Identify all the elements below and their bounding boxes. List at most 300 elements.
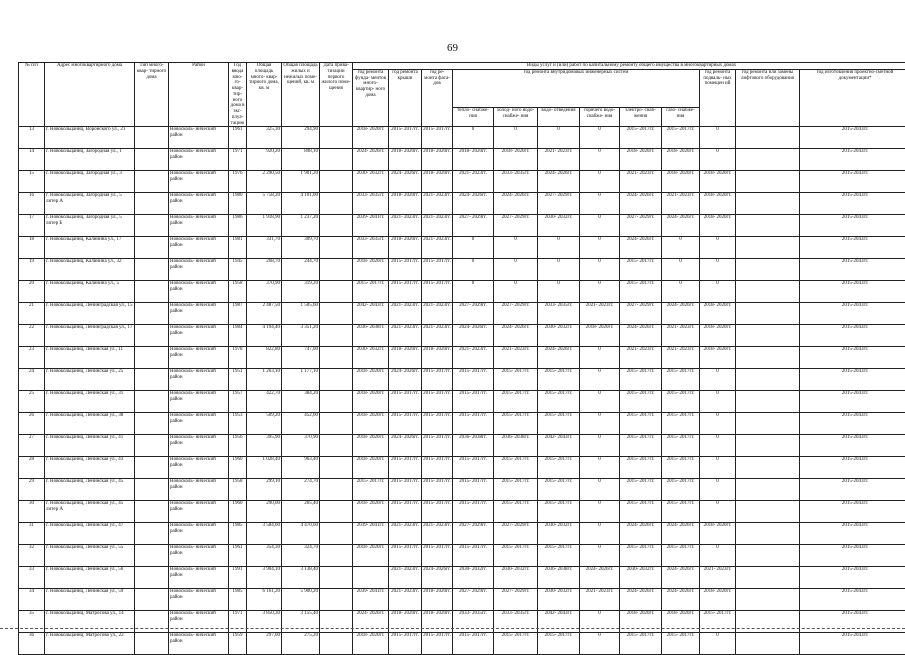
cold-water-year-cell: 2024- 2026гг. [494, 193, 538, 215]
year-built-cell: 1951 [229, 369, 247, 391]
year-built-cell: 1958 [229, 479, 247, 501]
residential-area-cell: 1 177,10 [282, 369, 320, 391]
row-number: 13 [19, 127, 45, 149]
residential-area-cell: 5 900,20 [282, 589, 320, 611]
district-cell: Новосколь- нический район [169, 369, 229, 391]
heat-year-cell: 2030- 2032гг. [453, 567, 494, 589]
table-row [19, 369, 905, 391]
privatization-date-cell [320, 347, 353, 369]
electric-year-cell: 2027- 2029гг. [620, 303, 662, 325]
hot-water-year-cell: 2021- 2023гг. [580, 303, 620, 325]
house-type-cell [135, 171, 169, 193]
sewer-year-cell: 2024- 2026гг. [538, 347, 580, 369]
year-built-cell: 1959 [229, 633, 247, 655]
col-district-header: Район [169, 63, 229, 127]
total-area-cell: 422,70 [247, 391, 282, 413]
house-type-cell [135, 149, 169, 171]
gas-year-cell: 2015- 2017гг. [662, 545, 700, 567]
total-area-cell: 6 161,20 [247, 589, 282, 611]
privatization-date-cell [320, 457, 353, 479]
sewer-year-cell: 2042- 2043гг. [538, 435, 580, 457]
lift-year-cell [736, 149, 800, 171]
address-cell: г. Новокольцаниц, Матросова ул., 22 [45, 633, 135, 655]
facade-year-cell: 2015- 2017гг. [422, 435, 453, 457]
residential-area-cell: 452,00 [282, 413, 320, 435]
facade-year-cell: 2021- 2023гг. [422, 325, 453, 347]
address-cell: г. Новокольцаниц, Загородная ул., 1 [45, 149, 135, 171]
electric-year-cell: 2015- 2017гг. [620, 369, 662, 391]
electric-year-cell: 2015- 2017гг. [620, 391, 662, 413]
district-cell: Новосколь- нический район [169, 501, 229, 523]
foundation-year-cell: 2033- 2035гг. [353, 193, 389, 215]
year-built-cell: 1976 [229, 171, 247, 193]
address-cell: г. Новокольцаниц, Ленинская ул., 38 [45, 413, 135, 435]
foundation-year-cell: 2018- 2020гг. [353, 501, 389, 523]
house-type-cell [135, 479, 169, 501]
total-area-cell: 354,30 [247, 545, 282, 567]
house-type-cell [135, 435, 169, 457]
sewer-year-cell: 2030- 2032гг. [538, 325, 580, 347]
cold-water-year-cell: 2024- 2026гг. [494, 325, 538, 347]
hot-water-year-cell: 0 [580, 193, 620, 215]
hot-water-year-cell: 0 [580, 523, 620, 545]
lift-year-cell [736, 237, 800, 259]
lift-year-cell [736, 325, 800, 347]
row-number: 35 [19, 611, 45, 633]
sewer-year-cell: 2030- 2032гг. [538, 215, 580, 237]
total-area-cell: 822,80 [247, 347, 282, 369]
lift-year-cell [736, 369, 800, 391]
electric-year-cell: 2024- 2026гг. [620, 325, 662, 347]
lift-year-cell [736, 347, 800, 369]
privatization-date-cell [320, 545, 353, 567]
row-number: 33 [19, 567, 45, 589]
privatization-date-cell [320, 303, 353, 325]
basement-year-cell: 0 [700, 281, 736, 303]
total-area-cell: 290,00 [247, 501, 282, 523]
facade-year-cell: 2015- 2017гг. [422, 633, 453, 655]
basement-year-cell: 0 [700, 501, 736, 523]
hot-water-year-cell: 0 [580, 369, 620, 391]
year-built-cell: 1980 [229, 193, 247, 215]
lift-year-cell [736, 567, 800, 589]
house-type-cell [135, 281, 169, 303]
address-cell: г. Новокольцаниц, Загородная ул., 5 литер А [45, 193, 135, 215]
basement-year-cell: 2018- 2020гг. [700, 347, 736, 369]
foundation-year-cell: 2018- 2020гг. [353, 435, 389, 457]
district-cell: Новосколь- нический район [169, 413, 229, 435]
col-privatization-header: Дата прива- тизации первого жилого поме- щения [320, 63, 353, 127]
sewer-year-cell: 2030- 2032гг. [538, 589, 580, 611]
docs-year-cell: 2015-2043гг. [800, 281, 905, 303]
sewer-year-cell: 2024- 2026гг. [538, 171, 580, 193]
page-number: 69 [0, 42, 905, 54]
house-type-cell [135, 215, 169, 237]
lift-year-cell [736, 281, 800, 303]
row-number: 21 [19, 303, 45, 325]
facade-year-cell: 2015- 2017гг. [422, 413, 453, 435]
hot-water-year-cell: 0 [580, 149, 620, 171]
col-heat-header: тепло- снабже- ния [453, 107, 494, 126]
hot-water-year-cell: 2021- 2023гг. [580, 589, 620, 611]
facade-year-cell: 2015- 2017гг. [422, 127, 453, 149]
hot-water-year-cell: 0 [580, 435, 620, 457]
total-area-cell: 3 584,60 [247, 523, 282, 545]
docs-year-cell: 2015-2043гг. [800, 435, 905, 457]
foundation-year-cell [353, 567, 389, 589]
heat-year-cell: 2015- 2017гг. [453, 391, 494, 413]
district-cell: Новосколь- нический район [169, 325, 229, 347]
cold-water-year-cell: 2015- 2017гг. [494, 457, 538, 479]
table-row [19, 193, 905, 215]
total-area-cell: 325,30 [247, 127, 282, 149]
district-cell: Новосколь- нический район [169, 259, 229, 281]
hot-water-year-cell: 0 [580, 413, 620, 435]
row-number: 22 [19, 325, 45, 347]
electric-year-cell: 2027- 2029гг. [620, 215, 662, 237]
hot-water-year-cell: 0 [580, 237, 620, 259]
house-type-cell [135, 237, 169, 259]
cold-water-year-cell: 0 [494, 259, 538, 281]
foundation-year-cell: 2024- 2026гг. [353, 149, 389, 171]
docs-year-cell: 2015-2043гг. [800, 193, 905, 215]
facade-year-cell: 2015- 2017гг. [422, 369, 453, 391]
roof-year-cell: 2015- 2017гг. [389, 545, 422, 567]
gas-year-cell: 2015- 2017гг. [662, 435, 700, 457]
district-cell: Новосколь- нический район [169, 127, 229, 149]
roof-year-cell: 2015- 2017гг. [389, 479, 422, 501]
year-built-cell: 1984 [229, 325, 247, 347]
facade-year-cell: 2015- 2017гг. [422, 281, 453, 303]
address-cell: г. Новокольцаниц, Калинина ул., 32 [45, 259, 135, 281]
foundation-year-cell: 2039- 2041гг. [353, 523, 389, 545]
address-cell: г. Новокольцаниц, Загородная ул., 5 литер Б [45, 215, 135, 237]
year-built-cell: 1985 [229, 589, 247, 611]
basement-year-cell: 0 [700, 545, 736, 567]
house-type-cell [135, 413, 169, 435]
year-built-cell: 1960 [229, 501, 247, 523]
electric-year-cell: 2018- 2020гг. [620, 149, 662, 171]
roof-year-cell: 2015- 2017гг. [389, 281, 422, 303]
gas-year-cell: 2018- 2020гг. [662, 171, 700, 193]
basement-year-cell: 2018- 2020гг. [700, 215, 736, 237]
foundation-year-cell: 2018- 2020гг. [353, 457, 389, 479]
year-built-cell: 1971 [229, 149, 247, 171]
table-row [19, 281, 905, 303]
gas-year-cell: 2024- 2026гг. [662, 589, 700, 611]
row-number: 32 [19, 545, 45, 567]
sewer-year-cell: 0 [538, 127, 580, 149]
residential-area-cell: 324,70 [282, 545, 320, 567]
lift-year-cell [736, 457, 800, 479]
cold-water-year-cell: 2015- 2017гг. [494, 391, 538, 413]
col-address-header: Адрес многоквартирного дома [45, 63, 135, 127]
electric-year-cell: 2021- 2023гг. [620, 347, 662, 369]
cold-water-year-cell: 2033- 2035гг. [494, 171, 538, 193]
table-row [19, 215, 905, 237]
table-row [19, 413, 905, 435]
house-type-cell [135, 589, 169, 611]
year-built-cell: 1956 [229, 435, 247, 457]
roof-year-cell: 2018- 2020гг. [389, 149, 422, 171]
docs-year-cell: 2015-2043гг. [800, 303, 905, 325]
privatization-date-cell [320, 479, 353, 501]
roof-year-cell: 2021- 2023гг. [389, 523, 422, 545]
foundation-year-cell: 2018- 2020гг. [353, 413, 389, 435]
facade-year-cell: 2015- 2017гг. [422, 391, 453, 413]
row-number: 34 [19, 589, 45, 611]
cold-water-year-cell: 0 [494, 237, 538, 259]
heat-year-cell: 2018- 2020гг. [453, 149, 494, 171]
residential-area-cell: 3 138,40 [282, 567, 320, 589]
privatization-date-cell [320, 325, 353, 347]
gas-year-cell: 2015- 2017гг. [662, 369, 700, 391]
table-row [19, 347, 905, 369]
gas-year-cell: 2015- 2017гг. [662, 633, 700, 655]
privatization-date-cell [320, 413, 353, 435]
heat-year-cell: 2027- 2029гг. [453, 215, 494, 237]
privatization-date-cell [320, 369, 353, 391]
house-type-cell [135, 391, 169, 413]
hot-water-year-cell: 0 [580, 281, 620, 303]
district-cell: Новосколь- нический район [169, 589, 229, 611]
sewer-year-cell: 0 [538, 281, 580, 303]
cold-water-year-cell: 2015- 2017гг. [494, 501, 538, 523]
year-built-cell: 1960 [229, 457, 247, 479]
heat-year-cell: 0 [453, 237, 494, 259]
address-cell: г. Новокольцаниц, Ленинская ул., 31 [45, 391, 135, 413]
gas-year-cell: 2015- 2017гг. [662, 127, 700, 149]
table-row [19, 435, 905, 457]
lift-year-cell [736, 127, 800, 149]
hot-water-year-cell: 0 [580, 259, 620, 281]
table-row [19, 501, 905, 523]
table-row [19, 391, 905, 413]
hot-water-year-cell: 0 [580, 171, 620, 193]
roof-year-cell: 2021- 2023гг. [389, 215, 422, 237]
col-roof-header: год ремонта крыши [389, 69, 422, 127]
year-built-cell: 1961 [229, 545, 247, 567]
electric-year-cell: 2015- 2017гг. [620, 633, 662, 655]
residential-area-cell: 963,40 [282, 457, 320, 479]
privatization-date-cell [320, 589, 353, 611]
hot-water-year-cell: 2018- 2020гг. [580, 325, 620, 347]
lift-year-cell [736, 633, 800, 655]
hot-water-year-cell: 0 [580, 545, 620, 567]
lift-year-cell [736, 435, 800, 457]
cold-water-year-cell: 2015- 2017гг. [494, 413, 538, 435]
gas-year-cell: 2024- 2026гг. [662, 215, 700, 237]
cold-water-year-cell: 2015- 2017гг. [494, 545, 538, 567]
gas-year-cell: 0 [662, 237, 700, 259]
electric-year-cell: 2015- 2017гг. [620, 127, 662, 149]
facade-year-cell: 2024- 2026гг. [422, 567, 453, 589]
privatization-date-cell [320, 259, 353, 281]
page-bottom-edge [0, 628, 905, 629]
cold-water-year-cell: 2015- 2017гг. [494, 633, 538, 655]
district-cell: Новосколь- нический район [169, 633, 229, 655]
docs-year-cell: 2015-2043гг. [800, 237, 905, 259]
district-cell: Новосколь- нический район [169, 523, 229, 545]
privatization-date-cell [320, 523, 353, 545]
heat-year-cell: 2033- 2035гг. [453, 611, 494, 633]
district-cell: Новосколь- нический район [169, 435, 229, 457]
year-built-cell: 1978 [229, 347, 247, 369]
basement-year-cell: 2018- 2020гг. [700, 523, 736, 545]
residential-area-cell: 1 505,60 [282, 303, 320, 325]
house-type-cell [135, 523, 169, 545]
row-number: 15 [19, 171, 45, 193]
address-cell: г. Новокольцаниц, Ленинградская ул., 15 [45, 303, 135, 325]
total-area-cell: 5 758,20 [247, 193, 282, 215]
cold-water-year-cell: 0 [494, 127, 538, 149]
col-type-header: Тип много- квар- тирного дома [135, 63, 169, 127]
gas-year-cell: 2015- 2017гг. [662, 457, 700, 479]
row-number: 31 [19, 523, 45, 545]
heat-year-cell: 2015- 2017гг. [453, 369, 494, 391]
basement-year-cell: 0 [700, 391, 736, 413]
facade-year-cell: 2021- 2023гг. [422, 303, 453, 325]
basement-year-cell: 2018- 2020гг. [700, 193, 736, 215]
cold-water-year-cell: 2018- 2020гг. [494, 149, 538, 171]
gas-year-cell: 2021- 2023гг. [662, 347, 700, 369]
electric-year-cell: 2015- 2017гг. [620, 479, 662, 501]
row-number: 36 [19, 633, 45, 655]
heat-year-cell: 0 [453, 127, 494, 149]
electric-year-cell: 2015- 2017гг. [620, 457, 662, 479]
sewer-year-cell: 2027- 2029гг. [538, 193, 580, 215]
cold-water-year-cell: 2021- 2023гг. [494, 347, 538, 369]
hot-water-year-cell: 0 [580, 347, 620, 369]
electric-year-cell: 2015- 2017гг. [620, 545, 662, 567]
foundation-year-cell: 2024- 2026гг. [353, 611, 389, 633]
total-area-cell: 299,10 [247, 479, 282, 501]
year-built-cell: 1961 [229, 127, 247, 149]
facade-year-cell: 2021- 2023гг. [422, 215, 453, 237]
heat-year-cell: 2015- 2017гг. [453, 545, 494, 567]
table-row [19, 259, 905, 281]
privatization-date-cell [320, 149, 353, 171]
address-cell: г. Новокольцаниц, Ленинская ул., 56 [45, 567, 135, 589]
lift-year-cell [736, 259, 800, 281]
col-lift-header: год ремонта или замены лифтового оборудования [736, 69, 800, 127]
col-num-header: № п/п [19, 63, 45, 127]
col-res-area-header: Общая площадь жилых и нежилых поме- щений, кв. м [282, 63, 320, 127]
electric-year-cell: 2015- 2017гг. [620, 501, 662, 523]
foundation-year-cell: 2018- 2020гг. [353, 259, 389, 281]
hot-water-year-cell: 0 [580, 127, 620, 149]
header-row-1 [19, 63, 905, 70]
electric-year-cell: 2015- 2017гг. [620, 413, 662, 435]
foundation-year-cell: 2036- 2038гг. [353, 325, 389, 347]
year-built-cell: 1957 [229, 391, 247, 413]
basement-year-cell: 2018- 2020гг. [700, 325, 736, 347]
residential-area-cell: 275,20 [282, 633, 320, 655]
privatization-date-cell [320, 501, 353, 523]
docs-year-cell: 2015-2043гг. [800, 391, 905, 413]
residential-area-cell: 319,20 [282, 281, 320, 303]
heat-year-cell: 2015- 2017гг. [453, 479, 494, 501]
table-row [19, 589, 905, 611]
heat-year-cell: 2021- 2023гг. [453, 347, 494, 369]
docs-year-cell: 2015-2043гг. [800, 589, 905, 611]
table-row [19, 457, 905, 479]
lift-year-cell [736, 545, 800, 567]
privatization-date-cell [320, 171, 353, 193]
roof-year-cell: 2018- 2020гг. [389, 193, 422, 215]
docs-year-cell: 2015-2043гг. [800, 523, 905, 545]
address-cell: г. Новокольцаниц, Загородная ул., 3 [45, 171, 135, 193]
gas-year-cell: 0 [662, 259, 700, 281]
sewer-year-cell: 2042- 2043гг. [538, 611, 580, 633]
col-basement-header: год ремонта подваль- ных помещен ий [700, 69, 736, 127]
roof-year-cell: 2018- 2020гг. [389, 237, 422, 259]
electric-year-cell: 2015- 2017гг. [620, 259, 662, 281]
house-type-cell [135, 127, 169, 149]
col-cold-water-header: холод- ного водо- снабже- ния [494, 107, 538, 126]
gas-year-cell: 2018- 2020гг. [662, 149, 700, 171]
year-built-cell: 1953 [229, 413, 247, 435]
docs-year-cell: 2015-2043гг. [800, 347, 905, 369]
row-number: 20 [19, 281, 45, 303]
privatization-date-cell [320, 237, 353, 259]
district-cell: Новосколь- нический район [169, 149, 229, 171]
facade-year-cell: 2015- 2017гг. [422, 457, 453, 479]
year-built-cell: 1985 [229, 523, 247, 545]
row-number: 23 [19, 347, 45, 369]
heat-year-cell: 2036- 2038гг. [453, 435, 494, 457]
sewer-year-cell: 2030- 2032гг. [538, 523, 580, 545]
gas-year-cell: 2024- 2026гг. [662, 303, 700, 325]
privatization-date-cell [320, 633, 353, 655]
lift-year-cell [736, 589, 800, 611]
basement-year-cell: 0 [700, 479, 736, 501]
facade-year-cell: 2021- 2023гг. [422, 523, 453, 545]
total-area-cell: 509,20 [247, 413, 282, 435]
roof-year-cell: 2018- 2020гг. [389, 347, 422, 369]
house-type-cell [135, 325, 169, 347]
internal-systems-header: год ремонта внутридомовых инженерных систем [453, 69, 700, 107]
foundation-year-cell: 2039- 2041гг. [353, 215, 389, 237]
district-cell: Новосколь- нический район [169, 171, 229, 193]
basement-year-cell: 0 [700, 259, 736, 281]
residential-area-cell: 1 237,20 [282, 215, 320, 237]
district-cell: Новосколь- нический район [169, 567, 229, 589]
foundation-year-cell: 2030- 2032гг. [353, 347, 389, 369]
year-built-cell: 1945 [229, 259, 247, 281]
table-body [19, 127, 905, 655]
row-number: 27 [19, 435, 45, 457]
row-number: 30 [19, 501, 45, 523]
hot-water-year-cell: 0 [580, 479, 620, 501]
cold-water-year-cell: 2015- 2017гг. [494, 369, 538, 391]
col-gas-header: газо- снабже- ния [662, 107, 700, 126]
lift-year-cell [736, 303, 800, 325]
sewer-year-cell: 2015- 2017гг. [538, 413, 580, 435]
basement-year-cell: 2018- 2020гг. [700, 171, 736, 193]
district-cell: Новосколь- нический район [169, 347, 229, 369]
heat-year-cell: 2024- 2026гг. [453, 325, 494, 347]
facade-year-cell: 2018- 2020гг. [422, 347, 453, 369]
total-area-cell: 297,00 [247, 633, 282, 655]
docs-year-cell: 2015-2043гг. [800, 633, 905, 655]
sewer-year-cell: 2015- 2017гг. [538, 545, 580, 567]
hot-water-year-cell: 0 [580, 501, 620, 523]
sewer-year-cell: 2015- 2017гг. [538, 391, 580, 413]
address-cell: г. Новокольцаниц, Ленинская ул., 47 [45, 523, 135, 545]
sewer-year-cell: 2015- 2017гг. [538, 369, 580, 391]
docs-year-cell: 2015-2043гг. [800, 457, 905, 479]
